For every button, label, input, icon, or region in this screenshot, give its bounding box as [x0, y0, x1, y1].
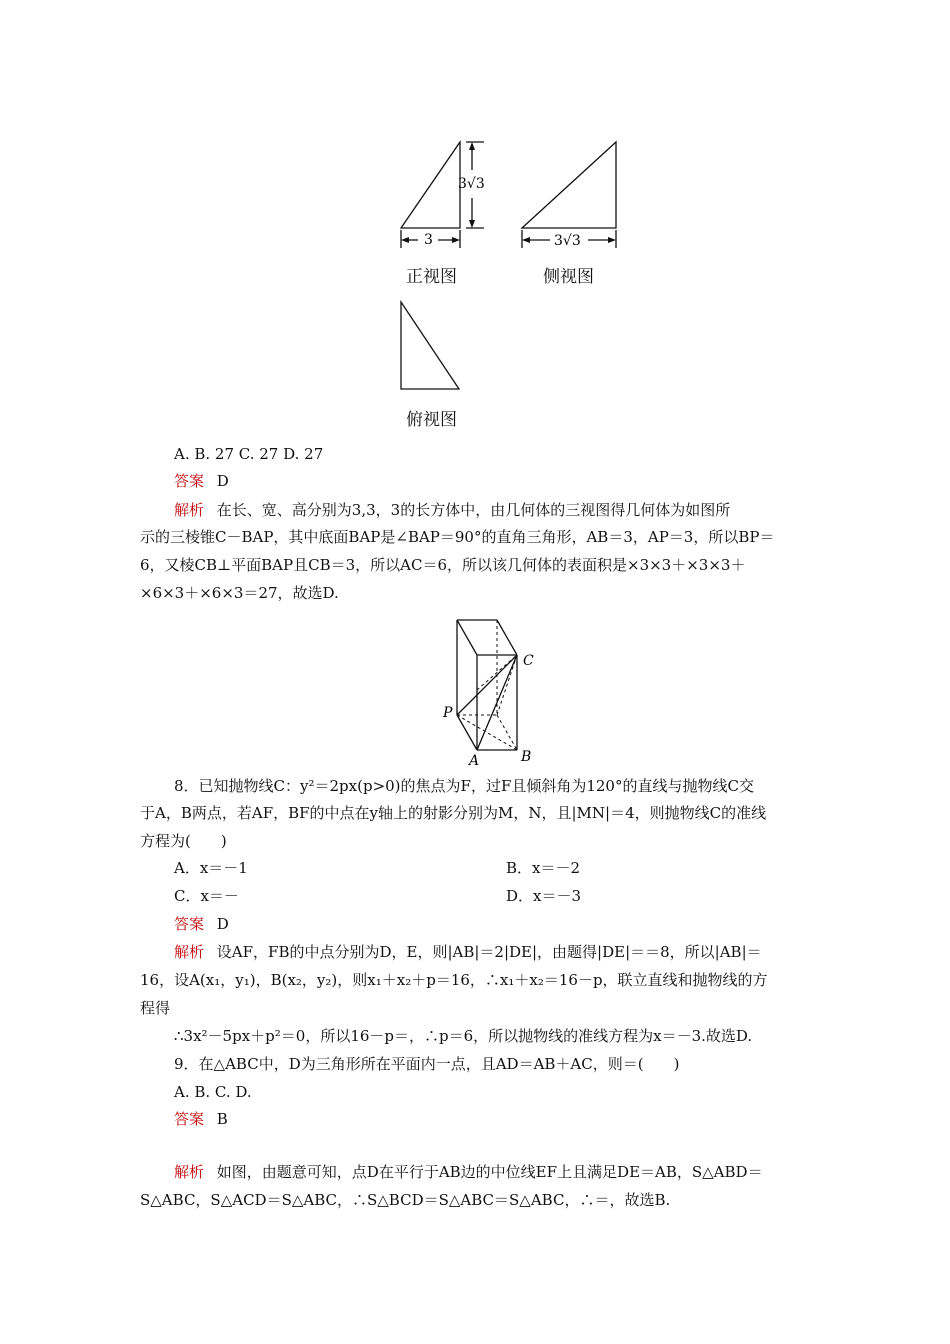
q9-stem: 9．在△ABC中，D为三角形所在平面内一点，且AD＝AB＋AC，则＝( ) [174, 1055, 680, 1073]
label-c: C [523, 653, 534, 669]
q8-stem-line-3: 方程为( ) [140, 832, 227, 850]
q8-option-a: A．x＝－1 [174, 859, 248, 877]
q8-option-b: B．x＝－2 [506, 859, 581, 877]
q7-options: A. B. 27 C. 27 D. 27 [174, 445, 324, 463]
front-dim-width: 3 [424, 232, 433, 248]
q9-answer [174, 1109, 228, 1129]
q9-analysis-text-1: 如图，由题意可知，点D在平行于AB边的中位线EF上且满足DE＝AB，S△ABD＝ [216, 1163, 763, 1181]
q9-analysis-line-2: S△ABC，S△ACD＝S△ABC，∴S△BCD＝S△ABC＝S△ABC，∴＝，故选B. [140, 1191, 671, 1209]
top-view [401, 302, 459, 389]
q8-analysis-line-2: 16，设A(x₁，y₁)，B(x₂，y₂)，则x₁＋x₂＋p＝16，∴x₁＋x₂＝16－p，联立直线和抛物线的方 [140, 971, 768, 989]
q7-analysis-label: 解析 [174, 501, 205, 519]
q7-answer [174, 471, 229, 491]
side-view-caption: 侧视图 [543, 267, 594, 287]
q8-answer-label: 答案 [174, 915, 205, 933]
front-view [401, 142, 484, 248]
top-view-caption: 俯视图 [406, 410, 457, 430]
q8-stem-line-1: 8．已知抛物线C：y²＝2px(p>0)的焦点为F，过F且倾斜角为120°的直线与抛物线C交 [174, 777, 754, 795]
front-dim-height: 3√3 [458, 176, 485, 192]
q7-answer-label: 答案 [174, 472, 205, 490]
q8-analysis-line-4: ∴3x²－5px＋p²＝0，所以16－p＝，∴p＝6，所以抛物线的准线方程为x＝－3.故选D. [174, 1027, 753, 1045]
q9-analysis-line-1 [174, 1162, 763, 1182]
q8-option-d: D．x＝－3 [506, 887, 582, 905]
q8-answer [174, 914, 229, 934]
q7-analysis-line-2: 示的三棱锥C－BAP，其中底面BAP是∠BAP＝90°的直角三角形，AB＝3，AP＝3，所以BP＝ [140, 528, 775, 546]
q8-stem-line-2: 于A，B两点，若AF，BF的中点在y轴上的射影分别为M，N，且|MN|＝4，则抛物线C的准线 [140, 804, 767, 822]
label-p: P [443, 705, 453, 721]
prism-figure [435, 615, 555, 770]
label-b: B [521, 749, 532, 765]
side-dim-width: 3√3 [554, 233, 581, 249]
q7-analysis-line-1 [174, 500, 730, 520]
front-view-caption: 正视图 [406, 267, 457, 287]
q9-options: A. B. C. D. [174, 1083, 252, 1101]
label-a: A [469, 753, 480, 769]
q9-analysis-label: 解析 [174, 1163, 205, 1181]
q9-answer-label: 答案 [174, 1110, 205, 1128]
q8-answer-value: D [216, 915, 229, 933]
q8-analysis-line-3: 程得 [140, 999, 171, 1017]
q8-option-c: C．x＝－ [174, 887, 239, 905]
q8-analysis-label: 解析 [174, 943, 205, 961]
q7-analysis-text-1: 在长、宽、高分别为3,3，3的长方体中，由几何体的三视图得几何体为如图所 [216, 501, 731, 519]
q7-analysis-line-3: 6，又棱CB⊥平面BAP且CB＝3，所以AC＝6，所以该几何体的表面积是×3×3＋×3×3＋ [140, 556, 746, 574]
q9-answer-value: B [216, 1110, 228, 1128]
q7-analysis-line-4: ×6×3＋×6×3＝27，故选D. [140, 584, 339, 602]
q7-answer-value: D [216, 472, 229, 490]
q8-analysis-line-1 [174, 942, 762, 962]
q8-analysis-text-1: 设AF，FB的中点分别为D，E，则|AB|＝2|DE|，由题得|DE|＝＝8，所以|AB|＝ [216, 943, 762, 961]
